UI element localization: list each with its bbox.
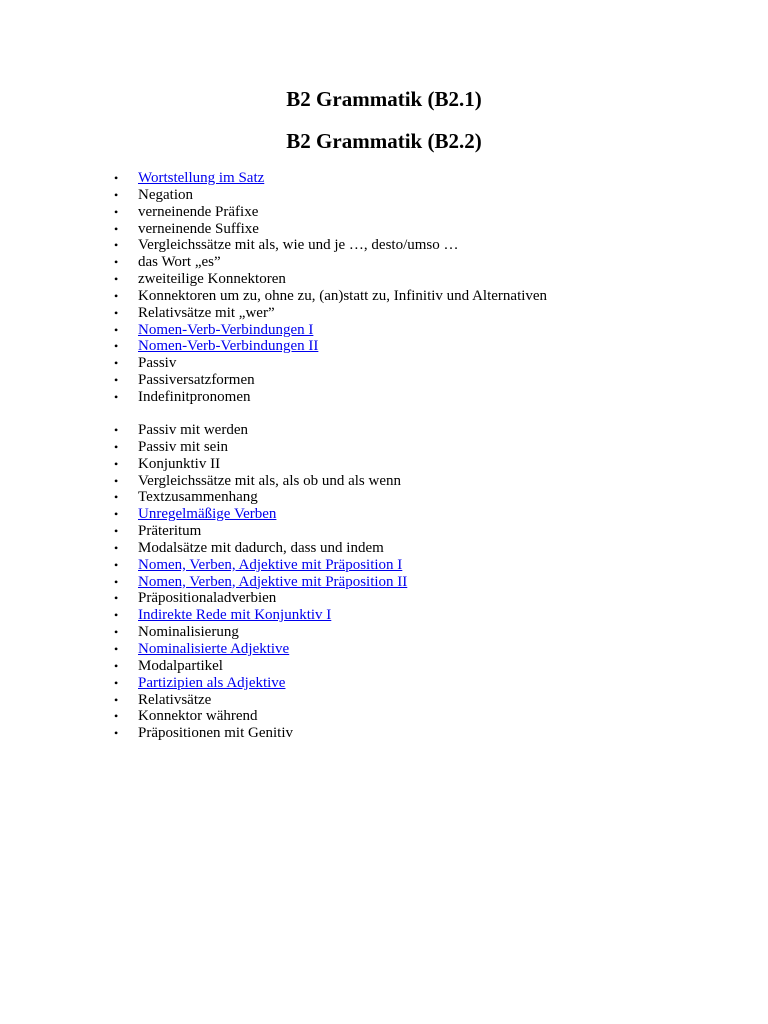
list-item: [114, 523, 407, 540]
topic-text: Vergleichssätze mit als, wie und je …, desto/umso …: [138, 237, 459, 254]
list-item: [114, 204, 547, 221]
list-item[interactable]: [114, 338, 547, 355]
list-item: [114, 540, 407, 557]
topic-text: Präpositionen mit Genitiv: [138, 725, 293, 742]
list-item[interactable]: [114, 322, 547, 339]
list-item: [114, 624, 407, 641]
topic-text: Passiv mit sein: [138, 438, 229, 455]
list-item: [114, 221, 547, 238]
topic-text: Präpositionaladverbien: [138, 590, 277, 607]
topic-list-b2-1: [114, 170, 547, 406]
topic-text: Vergleichssätze mit als, als ob und als wenn: [138, 472, 401, 489]
list-item: [114, 708, 407, 725]
topic-link[interactable]: Nomen-Verb-Verbindungen I: [138, 321, 314, 338]
heading-b2-2: B2 Grammatik (B2.2): [286, 129, 482, 153]
heading-b2-1: B2 Grammatik (B2.1): [286, 87, 482, 111]
list-item: [114, 389, 547, 406]
list-item: [114, 372, 547, 389]
topic-text: Modalpartikel: [138, 657, 223, 674]
topic-text: Passiv: [138, 355, 177, 372]
list-item[interactable]: [114, 557, 407, 574]
list-item: [114, 439, 407, 456]
list-item: [114, 692, 407, 709]
topic-link[interactable]: Nominalisierte Adjektive: [138, 640, 290, 657]
topic-text: zweiteilige Konnektoren: [138, 271, 286, 288]
topic-text: Konnektor während: [138, 708, 258, 725]
topic-text: das Wort „es”: [138, 254, 221, 271]
list-item: [114, 288, 547, 305]
topic-text: Präteritum: [138, 523, 202, 540]
topic-link[interactable]: Wortstellung im Satz: [138, 170, 265, 186]
topic-link[interactable]: Nomen, Verben, Adjektive mit Präposition II: [138, 573, 408, 590]
topic-text: Konjunktiv II: [138, 455, 221, 472]
list-item[interactable]: [114, 675, 407, 692]
list-item: [114, 254, 547, 271]
list-item: [114, 355, 547, 372]
topic-text: Negation: [138, 186, 193, 203]
list-item: [114, 305, 547, 322]
list-item[interactable]: [114, 170, 547, 187]
list-item: [114, 473, 407, 490]
topic-text: Textzusammenhang: [138, 489, 258, 506]
topic-link[interactable]: Unregelmäßige Verben: [138, 506, 277, 523]
topic-link[interactable]: Nomen-Verb-Verbindungen II: [138, 338, 319, 355]
list-item: [114, 590, 407, 607]
topic-link[interactable]: Indirekte Rede mit Konjunktiv I: [138, 607, 332, 624]
topic-text: Relativsätze: [138, 691, 212, 708]
list-item[interactable]: [114, 607, 407, 624]
topic-text: verneinende Präfixe: [138, 203, 259, 220]
list-item: [114, 237, 547, 254]
topic-text: verneinende Suffixe: [138, 220, 259, 237]
list-item: [114, 725, 407, 742]
list-item: [114, 489, 407, 506]
topic-link[interactable]: Nomen, Verben, Adjektive mit Präposition I: [138, 556, 403, 573]
list-item: [114, 658, 407, 675]
list-item[interactable]: [114, 641, 407, 658]
topic-list-b2-2: [114, 422, 407, 742]
list-item[interactable]: [114, 506, 407, 523]
list-item: [114, 422, 407, 439]
list-item[interactable]: [114, 574, 407, 591]
topic-text: Nominalisierung: [138, 624, 239, 641]
list-item: [114, 187, 547, 204]
topic-text: Relativsätze mit „wer”: [138, 304, 275, 321]
topic-text: Konnektoren um zu, ohne zu, (an)statt zu, Infinitiv und Alternativen: [138, 287, 548, 304]
topic-text: Indefinitpronomen: [138, 388, 251, 405]
list-item: [114, 271, 547, 288]
topic-link[interactable]: Partizipien als Adjektive: [138, 674, 286, 691]
list-item: [114, 456, 407, 473]
topic-text: Passiversatzformen: [138, 372, 255, 389]
topic-text: Passiv mit werden: [138, 422, 248, 438]
topic-text: Modalsätze mit dadurch, dass und indem: [138, 539, 384, 556]
